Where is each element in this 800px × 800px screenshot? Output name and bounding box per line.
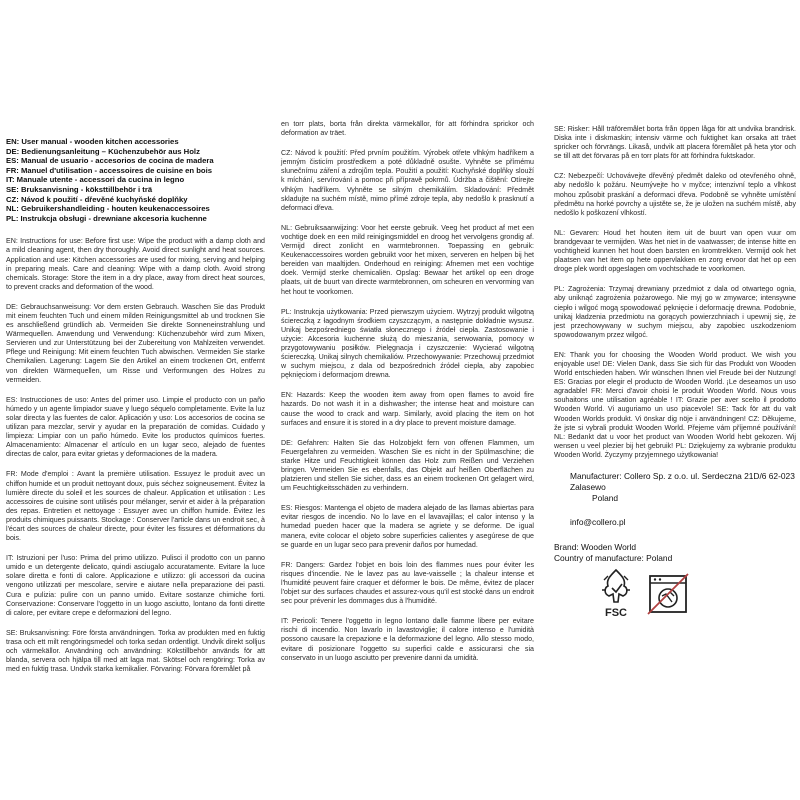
column-middle	[281, 120, 534, 674]
brand-name: Brand: Wooden World	[554, 542, 637, 553]
instructions-se-continued: en torr plats, borta från direkta värmekällor, för att förhindra sprickor och deformation av träet.	[281, 120, 534, 138]
title-cz: CZ: Návod k použití - dřevěné kuchyňské doplňky	[6, 194, 188, 204]
column-left	[6, 137, 265, 685]
no-dishwasher-icon	[646, 572, 690, 616]
column-right	[554, 125, 796, 564]
hazards-en: EN: Hazards: Keep the wooden item away from open flames to avoid fire hazards. Do not wash it in a dishwasher; the intense heat and moisture can cause the wood to crack and warp. Similarly, avoid placing the item on hot surfaces and ensure it is stored in a dry place to prevent moisture damage.	[281, 391, 534, 427]
manual-titles	[6, 137, 265, 223]
title-pl: PL: Instrukcja obsługi - drewniane akcesoria kuchenne	[6, 213, 207, 223]
hazards-it: IT: Pericoli: Tenere l'oggetto in legno lontano dalle fiamme libere per evitare rischi di incendio. Non lavarlo in lavastoviglie; il calore intenso e l'umidità possono causare la crepazione e la deformazione del legno. Allo stesso modo, evitare di posizionare l'oggetto su superfici calde e assicurarsi che sia conservato in un luogo asciutto per prevenire danni da umidità.	[281, 617, 534, 662]
instructions-es: ES: Instrucciones de uso: Antes del primer uso. Limpie el producto con un paño húmedo y un agente limpiador suave y luego séquelo completamente. Evite la luz solar directa y las fuentes de calor. Aplicación y uso: Los accesorios de cocina se utilizan para mezclar, servir y ayudar en la preparación de comidas. Cuidado y limpieza: Limpiar con un paño húmedo. Evite los productos químicos fuertes. Almacenamiento: Almacenar el artículo en un lugar seco, alejado de fuentes directas de calor, para evitar grietas y deformaciones de la madera.	[6, 395, 265, 459]
hazards-pl: PL: Zagrożenia: Trzymaj drewniany przedmiot z dala od otwartego ognia, aby uniknąć zagrożenia pożarowego. Nie myj go w zmywarce; intensywne ciepło i wilgoć mogą spowodować pęknięcie i deformację drewna. Podobnie, unikaj kładzenia przedmiotu na gorących powierzchniach i upewnij się, że jest przechowywany w suchym miejscu, aby zapobiec uszkodzeniom spowodowanym przez wilgoć.	[554, 285, 796, 339]
fsc-label: FSC	[605, 607, 627, 619]
hazards-es: ES: Riesgos: Mantenga el objeto de madera alejado de las llamas abiertas para evitar riesgos de incendio. No lo lave en el lavavajillas; el calor intenso y la humedad pueden hacer que la madera se agriete y se deforme. De igual manera, evite colocar el objeto sobre superficies calientes y asegúrese de que se guarde en un lugar seco para prevenir daños por humedad.	[281, 504, 534, 549]
contact-email: info@collero.pl	[570, 517, 626, 528]
certification-icons	[596, 568, 776, 628]
hazards-nl: NL: Gevaren: Houd het houten item uit de buurt van open vuur om brandgevaar te vermijden. Was het niet in de vaatwasser; de intense hitte en vochtigheid kunnen het hout doen barsten en kromtrekken. Vermijd ook het plaatsen van het item op hete oppervlakken en zorg ervoor dat het op een droge plek wordt opgeslagen om vochtschade te voorkomen.	[554, 228, 796, 274]
title-se: SE: Bruksanvisning - köksttillbehör i trä	[6, 184, 153, 194]
title-de: DE: Bedienungsanleitung – Küchenzubehör aus Holz	[6, 146, 200, 156]
instructions-pl: PL: Instrukcja użytkowania: Przed pierwszym użyciem. Wytrzyj produkt wilgotną ściereczką z łagodnym środkiem czyszczącym, a następnie dokładnie wysusz. Unikaj bezpośredniego światła słonecznego i źródeł ciepła. Zastosowanie i użycie: Akcesoria kuchenne służą do mieszania, serwowania, pomocy w przygotowywaniu posiłków. Pielęgnacja i czyszczenie: Wycierać wilgotną ściereczką. Unikaj silnych chemikaliów. Przechowywanie: Przechowuj przedmiot w suchym miejscu, z dala od bezpośrednich źródeł ciepła, aby zapobiec pęknięciom i deformacjom drewna.	[281, 307, 534, 380]
instructions-en: EN: Instructions for use: Before first use: Wipe the product with a damp cloth and a mild cleaning agent, then dry thoroughly. Avoid direct sunlight and heat sources. Application and use: Kitchen accessories are used for mixing, serving and helping in preparing meals. Care and cleaning: Wipe with a damp cloth. Avoid strong chemicals. Storage: Store the item in a dry place, away from direct heat sources, to prevent cracks and deformation of the wood.	[6, 237, 265, 291]
instructions-it: IT: Istruzioni per l'uso: Prima del primo utilizzo. Pulisci il prodotto con un panno umido e un detergente delicato, quindi asciugalo accuratamente. Evitare la luce solare diretta e fonti di calore. Applicazione e utilizzo: gli accessori da cucina vengono utilizzati per mescolare, servire e aiutare nella preparazione dei pasti. Cura e pulizia: pulire con un panno umido. Evitare sostanze chimiche forti. Conservazione: Conservare l'oggetto in un luogo asciutto, lontano da fonti dirette di calore, per evitare crepe e deformazioni del legno.	[6, 554, 265, 617]
instructions-se: SE: Bruksanvisning: Före första användningen. Torka av produkten med en fuktig trasa och ett milt rengöringsmedel och torka sedan ordentligt. Undvik direkt solljus och värmekällor. Användning och användning: Kökstillbehör används för att blanda, servera och hjälpa till med att laga mat. Skötsel och rengöring: Torka av med en fuktig trasa. Undvik starka kemikalier. Förvaring: Förvara föremålet på	[6, 628, 265, 674]
title-es: ES: Manual de usuario - accesorios de cocina de madera	[6, 156, 214, 166]
thank-you-multilingual: EN: Thank you for choosing the Wooden World product. We wish you enjoyable use! DE: Vielen Dank, dass Sie sich für das Produkt von Wooden World entschieden haben. Wir wünschen Ihnen viel Freude bei der Nutzung! ES: Gracias por elegir el producto de Wooden World. ¡Le deseamos un uso agradable! FR: Merci d'avoir choisi le produit Wooden World. Nous vous souhaitons une utilisation agréable ! IT: Grazie per aver scelto il prodotto Wooden World. Vi auguriamo un uso piacevole! SE: Tack för att du valt Wooden Worlds produkt. Vi önskar dig nöje i användningen! CZ: Děkujeme, že jste si vybrali produkt Wooden World. Přejeme vám příjemné používání! NL: Bedankt dat u voor het product van Wooden World hebt gekozen. Wij wensen u veel plezier bij het gebruik! PL: Dziękujemy za wybranie produktu Wooden World. Życzymy przyjemnego użytkowania!	[554, 350, 796, 459]
country-of-manufacture: Country of manufacture: Poland	[554, 552, 673, 563]
manufacturer-block	[554, 471, 796, 564]
instructions-fr: FR: Mode d'emploi : Avant la première utilisation. Essuyez le produit avec un chiffon humide et un produit nettoyant doux, puis séchez soigneusement. Évitez la lumière directe du soleil et les sources de chaleur. Application et utilisation : Les accessoires de cuisine sont utilisés pour mélanger, servir et aider à la préparation des repas. Entretien et nettoyage : Essuyer avec un chiffon humide. Évitez les produits chimiques puissants. Stockage : Conserver l'article dans un endroit sec, à l'écart des sources de chaleur directe, pour éviter les fissures et déformations du bois.	[6, 470, 265, 543]
instructions-cz: CZ: Návod k použití: Před prvním použitím. Výrobek otřete vlhkým hadříkem a jemným čisticím prostředkem a poté důkladně osušte. Vyhněte se přímému slunečnímu záření a zdrojům tepla. Použití a použití: Kuchyňské doplňky slouží k míchání, servírování a pomoc při přípravě pokrmů. Údržba a čištění: Otírejte vlhkým hadříkem. Vyhněte se silným chemikáliím. Skladování: Předmět skladujte na suchém místě, mimo přímé zdroje tepla, aby nedošlo k prasknutí a deformaci dřeva.	[281, 149, 534, 212]
title-fr: FR: Manuel d'utilisation - accessoires de cuisine en bois	[6, 165, 213, 175]
manufacturer-country: Poland	[592, 492, 619, 503]
hazards-cz: CZ: Nebezpečí: Uchovávejte dřevěný předmět daleko od otevřeného ohně, aby nedošlo k požáru. Neumývejte ho v myčce; intenzivní teplo a vlhkost mohou způsobit praskání a deformaci dřeva. Podobně se vyhněte umístění předmětu na horké povrchy a ujistěte se, že je uložen na suchém místě, aby nedošlo k poškození vlhkostí.	[554, 172, 796, 217]
title-nl: NL: Gebruikershandleiding - houten keukenaccessoires	[6, 204, 210, 214]
hazards-de: DE: Gefahren: Halten Sie das Holzobjekt fern von offenen Flammen, um Feuergefahren zu vermeiden. Waschen Sie es nicht in der Spülmaschine; die starke Hitze und Feuchtigkeit können das Holz zum Reißen und Verziehen bringen. Vermeiden Sie es ebenfalls, das Objekt auf heißen Oberflächen zu platzieren und stellen Sie sicher, dass es an einem trockenen Ort gelagert wird, um Feuchtigkeitsschäden zu verhindern.	[281, 438, 534, 493]
hazards-se: SE: Risker: Håll träföremålet borta från öppen låga för att undvika brandrisk. Diska inte i diskmaskin; intensiv värme och fuktighet kan orsaka att träet spricker och förvrängs. Likaså, undvik att placera föremålet på heta ytor och se till att det förvaras på en torr plats för att förhindra fuktskador.	[554, 125, 796, 161]
hazards-fr: FR: Dangers: Gardez l'objet en bois loin des flammes nues pour éviter les risques d'incendie. Ne le lavez pas au lave-vaisselle ; la chaleur intense et l'humidité peuvent faire craquer et déformer le bois. De même, évitez de placer l'objet sur des surfaces chaudes et assurez-vous qu'il est stocké dans un endroit sec pour prévenir les dommages dus à l'humidité.	[281, 560, 534, 606]
instructions-de: DE: Gebrauchsanweisung: Vor dem ersten Gebrauch. Waschen Sie das Produkt mit einem feuchten Tuch und einem milden Reinigungsmittel ab und trocknen Sie es anschließend gründlich ab. Vermeiden Sie direkte Sonneneinstrahlung und Wärmequellen. Anwendung und Verwendung: Küchenzubehör wird zum Mixen, Servieren und zur Unterstützung bei der Zubereitung von Mahlzeiten verwendet. Pflege und Reinigung: Mit einem feuchten Tuch abwischen. Vermeiden Sie starke Chemikalien. Lagerung: Lagern Sie den Artikel an einem trockenen Ort, entfernt von direkten Wärmequellen, um Risse und Verformungen des Holzes zu vermeiden.	[6, 302, 265, 384]
fsc-tree-logo	[596, 568, 636, 620]
instructions-nl: NL: Gebruiksaanwijzing: Voor het eerste gebruik. Veeg het product af met een vochtige doek en een mild reinigingsmiddel en droog het vervolgens grondig af. Vermijd direct zonlicht en warmtebronnen. Toepassing en gebruik: Keukenaccessoires worden gebruikt voor het mixen, serveren en helpen bij het bereiden van maaltijden. Onderhoud en reiniging: Afnemen met een vochtige doek. Vermijd sterke chemicaliën. Opslag: Bewaar het artikel op een droge plaats, uit de buurt van directe warmtebronnen, om scheuren en vervorming van het hout te voorkomen.	[281, 223, 534, 296]
title-en: EN: User manual - wooden kitchen accessories	[6, 137, 179, 146]
manufacturer-address: Manufacturer: Collero Sp. z o.o. ul. Serdeczna 21D/6 62-023 Zalasewo	[570, 471, 795, 492]
title-it: IT: Manuale utente - accessori da cucina in legno	[6, 175, 185, 185]
